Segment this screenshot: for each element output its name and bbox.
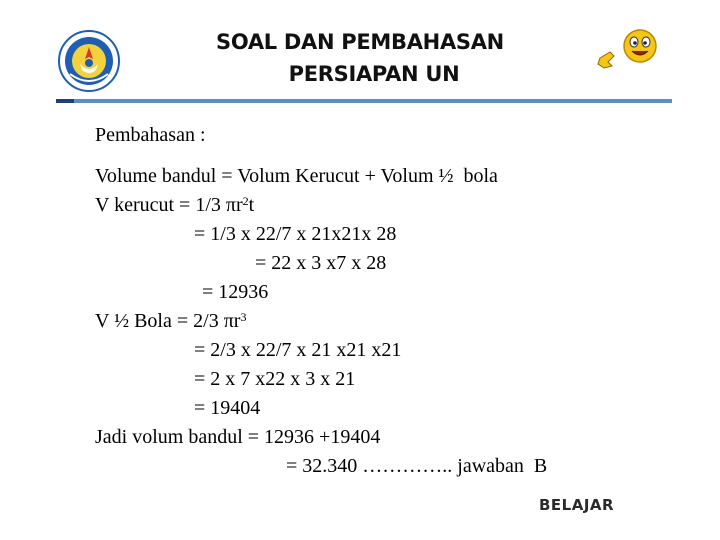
formula-line: = 19404 — [194, 397, 261, 419]
solution-heading: Pembahasan : — [95, 124, 206, 146]
header-divider-accent — [56, 99, 74, 103]
footer-brand: BELAJAR — [539, 496, 615, 514]
formula-line: = 2/3 x 22/7 x 21 x21 x21 — [194, 339, 402, 361]
title-line-1: SOAL DAN PEMBAHASAN — [216, 30, 504, 54]
header-divider — [56, 99, 672, 103]
exponent: 3 — [240, 310, 247, 324]
formula-line — [95, 193, 254, 217]
formula-text: V ½ Bola = 2/3 πr — [95, 310, 241, 332]
formula-line: = 22 x 3 x7 x 28 — [255, 252, 387, 274]
smiley-mascot-icon — [594, 28, 664, 80]
formula-line: = 1/3 x 22/7 x 21x21x 28 — [194, 223, 397, 245]
ministry-logo-icon — [58, 30, 120, 92]
hand-icon — [598, 52, 614, 68]
exponent: 2 — [242, 194, 249, 208]
formula-line: = 12936 — [202, 281, 269, 303]
formula-line: = 2 x 7 x22 x 3 x 21 — [194, 368, 356, 390]
formula-text: V kerucut = 1/3 πr — [95, 194, 243, 216]
page-title — [180, 26, 540, 90]
formula-line: Volume bandul = Volum Kerucut + Volum ½ bola — [95, 165, 498, 187]
answer-line: = 32.340 ………….. jawaban B — [286, 455, 548, 477]
formula-text: t — [248, 194, 255, 216]
conclusion-line: Jadi volum bandul = 12936 +19404 — [95, 426, 381, 448]
title-line-2: PERSIAPAN UN — [288, 62, 460, 86]
formula-line — [95, 309, 246, 333]
